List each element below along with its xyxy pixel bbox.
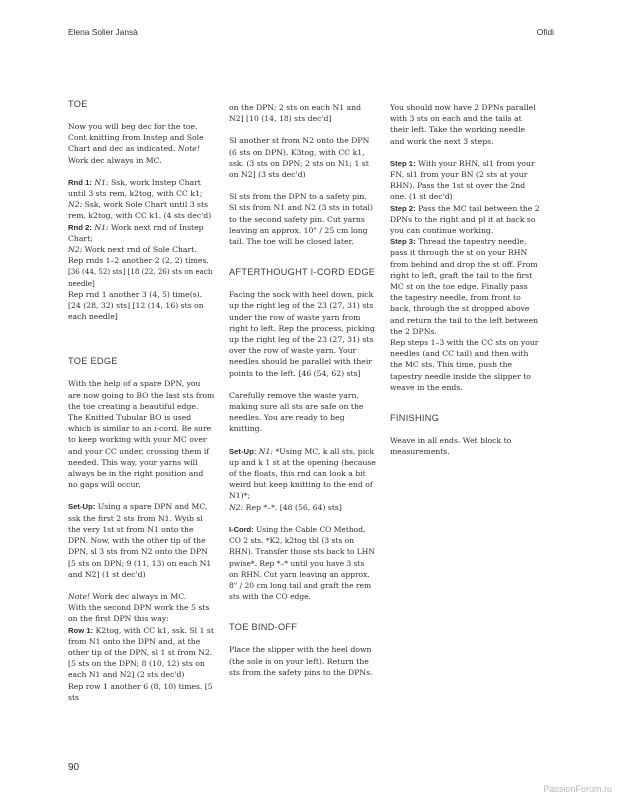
bindoff-paragraph: Place the slipper with the heel down (the sole is on your left). Return the sts from the safety pins to the DPNs. bbox=[229, 645, 373, 677]
icord-setup-n1: N1: bbox=[258, 446, 274, 456]
icord-paragraph bbox=[229, 524, 376, 602]
toe-heading: TOE bbox=[68, 99, 88, 109]
step1-text: With your RHN, sl1 from your FN, sl1 from your BN (2 sts at your RHN). Pass the 1st st over the 2nd one. (1 st dec'd) bbox=[390, 158, 535, 202]
row-1 bbox=[68, 625, 215, 703]
row1-label: Row 1: bbox=[68, 625, 94, 635]
setup-label: Set-Up: bbox=[68, 502, 96, 512]
rnd1-n1-text: Ssk, work Instep Chart until 3 sts rem, k2tog, with CC k1; bbox=[68, 177, 203, 199]
column-middle bbox=[229, 102, 376, 689]
step-2 bbox=[390, 203, 540, 237]
note-text-2b: With the second DPN work the 5 sts on the first DPN this way: bbox=[68, 603, 210, 624]
rnd2-n2: N2: bbox=[68, 245, 83, 255]
finishing-heading: FINISHING bbox=[390, 413, 440, 424]
row1-repeat: Rep row 1 another 6 (8, 10) times. [5 sts bbox=[68, 681, 213, 702]
step3-label: Step 3: bbox=[390, 237, 416, 247]
rnd1-n1: N1: bbox=[94, 177, 109, 187]
row1-text: K2tog, with CC k1, ssk. Sl 1 st from N1 onto the DPN and, at the other tip of the DPN, sl 1 st from N2. [5 sts on the DPN; 8 (10, 12) sts on each N1 and N2] (2 sts dec'd) bbox=[68, 625, 214, 680]
repeat-a bbox=[68, 255, 215, 289]
finishing-paragraph: Weave in all ends. Wet block to measurements. bbox=[390, 436, 512, 457]
step1-label: Step 1: bbox=[390, 158, 416, 168]
parallel-dpns-paragraph: You should now have 2 DPNs parallel with 3 sts on each and the tails at their left. Take the working needle and work the next 3 steps. bbox=[390, 103, 536, 146]
facing-paragraph: Facing the sock with heel down, pick up the right leg of the 23 (27, 31) sts under the row of waste yarn from right to left. Rep the process, picking up the right leg of the 23 (27, 31) sts over the row of waste yarn. Your needles should be parallel with their points to the left. [46 (54, 62) sts] bbox=[229, 290, 375, 378]
rnd1-n2-text: Ssk, work Sole Chart until 3 sts rem, k2tog, with CC k1. (4 sts dec'd) bbox=[68, 200, 212, 221]
icord-setup-n2-text: Rep *–*. [48 (56, 64) sts] bbox=[243, 502, 342, 512]
setup-text: Using a spare DPN and MC, ssk the first 2 sts from N1. Wyib sl the very 1st st from N1 onto the DPN. Now, with the other tip of the DPN, sl 3 sts from N2 onto the DPN [5 sts on DPN; 9 (11, 13) on each N1 and N2] (1 st dec'd) bbox=[68, 502, 212, 579]
step2-label: Step 2: bbox=[390, 203, 416, 213]
icord-setup-text: *Using MC, k all sts, pick up and k 1 st at the opening (because of the floats, this rnd can look a bit weird but keep knitting to the end of N1)*; bbox=[229, 446, 376, 501]
step-3 bbox=[390, 236, 540, 337]
toe-edge-heading: TOE EDGE bbox=[68, 356, 118, 367]
rnd2-n1: N1: bbox=[94, 222, 109, 232]
safety-pin-paragraph: Sl sts from the DPN to a safety pin. Sl sts from N1 and N2 (3 sts in total) to the second safety pin. Cut yarns leaving an approx. 10" / 25 cm long tail. The toe will be closed later. bbox=[229, 192, 373, 247]
note-label-2: Note! bbox=[68, 591, 91, 601]
rnd1-n2: N2: bbox=[68, 200, 83, 210]
icord-setup-label: Set-Up: bbox=[229, 446, 257, 456]
toe-bindoff-heading: TOE BIND-OFF bbox=[229, 622, 298, 633]
toe-intro bbox=[68, 121, 215, 166]
repeat-a-text: Rep rnds 1–2 another 2 (2, 2) times. bbox=[68, 256, 209, 266]
repeat-b: Rep rnd 1 another 3 (4, 5) time(s). [24 (28, 32) sts] [12 (14, 16) sts on each needle] bbox=[68, 289, 204, 322]
icord-label: I-Cord: bbox=[229, 524, 254, 534]
icord-setup bbox=[229, 446, 376, 513]
rnd2-label: Rnd 2: bbox=[68, 222, 92, 232]
rnd2-n1-text: Work next rnd of Instep Chart; bbox=[68, 222, 204, 243]
column-left bbox=[68, 98, 215, 703]
step-1 bbox=[390, 158, 540, 203]
note-text-2: Work dec always in MC. bbox=[90, 591, 187, 601]
rnd1-label: Rnd 1: bbox=[68, 177, 92, 187]
sl-another-paragraph: Sl another st from N2 onto the DPN (6 sts on DPN). K3tog, with CC k1, ssk. (3 sts on DPN; 2 sts on N1; 1 st on N2] (3 sts dec'd) bbox=[229, 136, 370, 180]
column-right bbox=[390, 102, 540, 468]
repeat-steps-paragraph: Rep steps 1–3 with the CC sts on your needles (and CC tail) and then with the MC sts. This time, push the tapestry needle inside the slipper to weave in the ends. bbox=[390, 338, 539, 392]
round-1 bbox=[68, 177, 215, 222]
rnd2-n2-text: Work next rnd of Sole Chart. bbox=[82, 245, 197, 255]
toe-edge-intro: With the help of a spare DPN, you are now going to BO the last sts from the toe creating a beautiful edge. The Knitted Tubular BO is used which is similar to an i-cord. Be sure to keep working with your MC over and your CC under, crossing them if needed. This way, your yarns will always be in the right position and no gaps will occur. bbox=[68, 379, 215, 490]
step3-text: Thread the tapestry needle, pass it through the st on your RHN from behind and drop the st off. From right to left, graft the tail to the first MC st on the toe edge. Finally pass the tapestry needle, from front to back, through the st dropped above and return the tail to the left between the 2 DPNs. bbox=[390, 237, 539, 336]
watermark: PassionForum.ru bbox=[543, 784, 612, 794]
round-2 bbox=[68, 222, 215, 256]
toe-edge-setup bbox=[68, 501, 215, 579]
toe-intro-text-b: Work dec always in MC. bbox=[68, 155, 162, 165]
pattern-title: Ofidi bbox=[536, 27, 554, 37]
note-label: Note! bbox=[177, 144, 200, 154]
continued-text: on the DPN; 2 sts on each N1 and N2] [10 (14, 18) sts dec'd] bbox=[229, 103, 362, 124]
step2-text: Pass the MC tail between the 2 DPNs to the right and pl it at back so you can continue working. bbox=[390, 203, 540, 236]
remove-waste-paragraph: Carefully remove the waste yarn, making sure all sts are safe on the needles. You are ready to beg knitting. bbox=[229, 390, 364, 434]
repeat-a-counts: [36 (44, 52) sts] [18 (22, 26) sts on each needle] bbox=[68, 267, 213, 288]
toe-intro-text: Now you will beg dec for the toe. Cont knitting from Instep and Sole Chart and dec as indicated. bbox=[68, 122, 204, 154]
page-number: 90 bbox=[68, 762, 80, 773]
author-name: Elena Solier Jansà bbox=[68, 27, 138, 37]
toe-edge-note bbox=[68, 591, 215, 625]
icord-edge-heading: AFTERTHOUGHT I-CORD EDGE bbox=[229, 267, 376, 278]
running-header bbox=[68, 27, 554, 41]
icord-setup-n2: N2: bbox=[229, 502, 244, 512]
icord-text: Using the Cable CO Method, CO 2 sts. *K2, k2tog tbl (3 sts on RHN). Transfer those sts back to LHN pwise*. Rep *–* until you have 3 sts on RHN. Cut yarn leaving an approx. 8" / 20 cm long tail and graft the rem sts with the CO edge. bbox=[229, 524, 375, 602]
